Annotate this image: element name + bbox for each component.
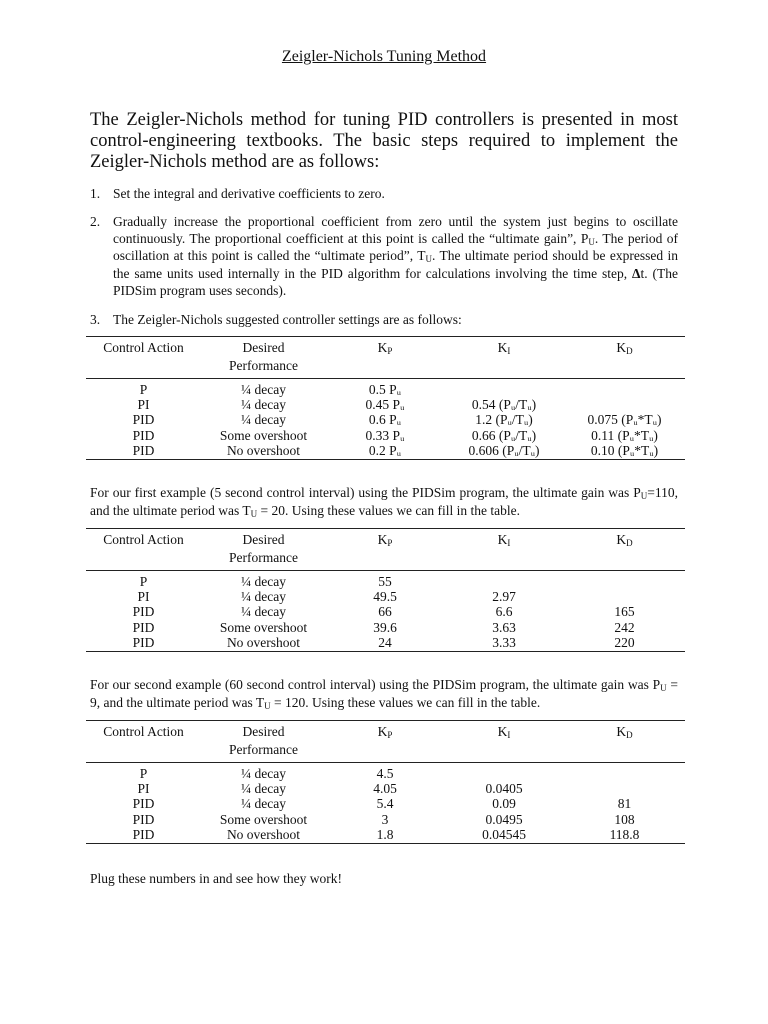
cell-action: PID [132,619,155,635]
table-row [86,412,685,427]
table-row [86,589,685,604]
cell-perf: ¼ decay [241,604,286,620]
cell-ki: 0.66 (Pᵤ/Tᵤ) [471,427,537,443]
cell-kp: 49.5 [373,589,397,605]
header-control-action: Control Action [86,721,201,763]
step-number: 2. [90,214,101,229]
table-row [86,635,685,652]
cell-kp: 0.5 Pᵤ [368,382,402,397]
cell-perf: No overshoot [201,443,326,460]
table-header-row [86,721,685,763]
cell-kd: 0.11 (Pᵤ*Tᵤ) [591,427,658,443]
table-row [86,812,685,827]
cell-perf: Some overshoot [219,427,308,443]
cell-ki: 0.606 (Pᵤ/Tᵤ) [444,443,564,460]
step-number: 3. [90,312,101,327]
header-ki: $K_I$ [444,337,564,379]
table-row [86,571,685,590]
cell-perf: ¼ decay [241,796,286,812]
cell-kp: 0.2 Pᵤ [326,443,444,460]
cell-kd: 0.10 (Pᵤ*Tᵤ) [564,443,685,460]
cell-ki [444,571,564,590]
cell-action: PID [132,811,155,827]
header-desired-performance: Desired Performance [201,721,326,763]
settings-table-example-1 [86,528,685,652]
page-title: Zeigler-Nichols Tuning Method [281,48,487,65]
header-kd: $K_D$ [564,337,685,379]
settings-table-example-2 [86,720,685,844]
table-row [86,604,685,619]
cell-action: P [139,574,148,589]
cell-action: PI [137,781,150,797]
table-row [86,443,685,460]
intro-paragraph: The Zeigler-Nichols method for tuning PID controllers is presented in most control-engineering textbooks. The basic steps required to implement the Zeigler-Nichols method are as follows: [90,110,678,172]
cell-ki: 3.33 [444,635,564,652]
cell-action: PID [132,412,155,428]
cell-kp: 0.6 Pᵤ [368,412,402,428]
cell-action: PI [137,397,150,413]
cell-kd: 242 [614,619,635,635]
cell-action: PID [132,427,155,443]
cell-perf: ¼ decay [241,397,286,413]
table-header-row [86,337,685,379]
cell-kp: 0.45 Pᵤ [365,397,405,413]
table-row [86,379,685,398]
cell-ki [444,763,564,782]
cell-action: PID [132,796,155,812]
cell-action: PID [86,635,201,652]
step-1 [90,185,678,202]
header-kd: $K_D$ [564,721,685,763]
cell-kp: 5.4 [376,796,394,812]
step-text: Gradually increase the proportional coefficient from zero until the system just begins to oscillate continuously. The proportional coefficient at this point is called the “ultimate gain”, $P_U$. The period of oscillation at this point is called the “ultimate period”, $T_U$. The ultimate period should be expressed in the same units used internally in the PID algorithm for calculations involving the time step, Δt. (The PIDSim program uses seconds). [113,214,679,298]
cell-kp: 4.05 [373,781,397,797]
header-kp: $K_P$ [326,337,444,379]
cell-perf: No overshoot [201,827,326,844]
cell-kd: 165 [614,604,635,620]
cell-ki: 0.0495 [485,811,523,827]
header-kp: $K_P$ [326,721,444,763]
cell-kd: 0.075 (Pᵤ*Tᵤ) [587,412,662,428]
cell-action: PID [86,827,201,844]
cell-kd [564,379,685,398]
cell-action: P [139,766,148,781]
example-1-paragraph: For our first example (5 second control interval) using the PIDSim program, the ultimate gain was $P_U=110$, and the ultimate period was $T_U = 20$. Using these values we can fill in the table. [90,485,678,519]
table-header-row [86,529,685,571]
cell-kp: 55 [378,574,392,589]
cell-kp: 3 [381,811,389,827]
delta-symbol: Δ [632,265,641,281]
cell-kd: 81 [617,796,632,812]
table-row [86,781,685,796]
cell-perf: Some overshoot [219,811,308,827]
table-row [86,827,685,844]
cell-kd: 108 [614,811,635,827]
cell-kd [564,763,685,782]
cell-kp: 1.8 [326,827,444,844]
cell-ki: 0.0405 [485,781,523,797]
cell-perf: ¼ decay [241,412,286,428]
cell-ki: 1.2 (Pᵤ/Tᵤ) [475,412,533,428]
closing-paragraph: Plug these numbers in and see how they work! [90,871,342,886]
cell-ki: 6.6 [495,604,513,620]
cell-kd: 220 [564,635,685,652]
table-row [86,397,685,412]
cell-action: PI [137,589,150,605]
header-kp: $K_P$ [326,529,444,571]
cell-kd: 118.8 [564,827,685,844]
cell-kp: 4.5 [376,766,394,781]
cell-kp: 39.6 [373,619,397,635]
header-kd: $K_D$ [564,529,685,571]
cell-action: P [139,382,148,397]
step-2 [90,213,678,299]
header-control-action: Control Action [86,529,201,571]
step-3 [90,311,678,328]
example-2-paragraph: For our second example (60 second control interval) using the PIDSim program, the ultimate gain was $P_U = 9$, and the ultimate period was $T_U = 120$. Using these values we can fill in the table. [90,677,678,711]
cell-kd [564,571,685,590]
table-row [86,428,685,443]
step-number: 1. [90,186,101,201]
cell-perf: ¼ decay [241,766,286,781]
cell-kd [564,397,685,412]
settings-table-general [86,336,685,460]
header-desired-performance: Desired Performance [201,337,326,379]
cell-perf: ¼ decay [241,589,286,605]
cell-kp: 24 [326,635,444,652]
cell-kp: 0.33 Pᵤ [365,427,405,443]
header-ki: $K_I$ [444,529,564,571]
step-text: Set the integral and derivative coefficients to zero. [113,186,385,201]
cell-action: PID [86,443,201,460]
cell-ki: 0.09 [492,796,516,812]
table-row [86,620,685,635]
table-row [86,796,685,811]
cell-perf: ¼ decay [241,574,286,589]
cell-ki: 0.04545 [444,827,564,844]
cell-kd [564,781,685,796]
table-row [86,763,685,782]
header-ki: $K_I$ [444,721,564,763]
cell-perf: ¼ decay [241,781,286,797]
cell-ki: 0.54 (Pᵤ/Tᵤ) [471,397,537,413]
cell-kd [564,589,685,604]
cell-action: PID [132,604,155,620]
cell-ki: 3.63 [492,619,516,635]
cell-kp: 66 [378,604,392,620]
step-text: The Zeigler-Nichols suggested controller settings are as follows: [113,312,462,327]
cell-ki [444,379,564,398]
cell-ki: 2.97 [492,589,516,605]
header-control-action: Control Action [86,337,201,379]
cell-perf: Some overshoot [219,619,308,635]
cell-perf: No overshoot [201,635,326,652]
header-desired-performance: Desired Performance [201,529,326,571]
cell-perf: ¼ decay [241,382,286,397]
